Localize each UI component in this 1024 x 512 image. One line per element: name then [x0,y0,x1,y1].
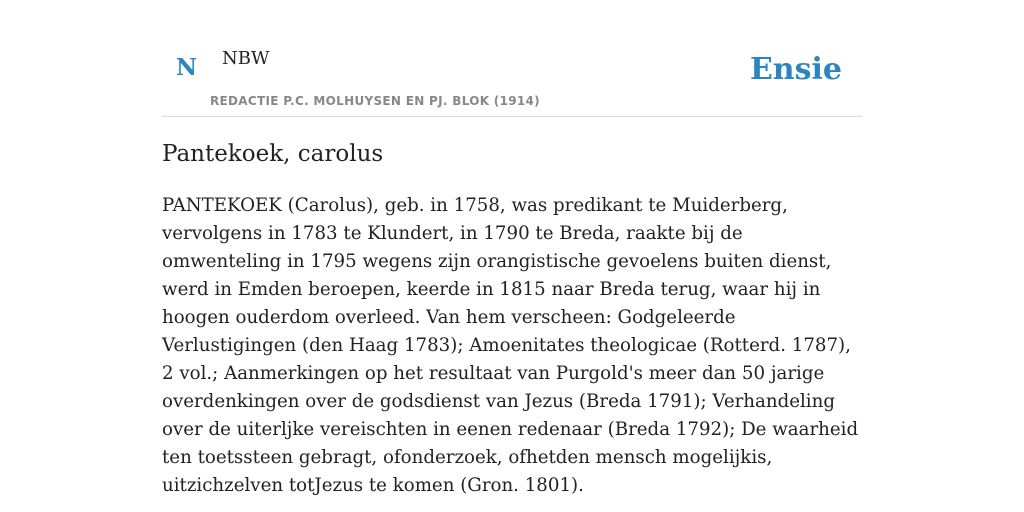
article-body: PANTEKOEK (Carolus), geb. in 1758, was predikant te Muiderberg, vervolgens in 1783 te Klundert, in 1790 te Breda, raakte bij de omwenteling in 1795 wegens zijn orangistische gevoelens buiten dienst, werd in Emden beroepen, keerde in 1815 naar Breda terug, waar hij in hoogen ouderdom overleed. Van hem verscheen: Godgeleerde Verlustigingen (den Haag 1783); Amoenitates theologicae (Rotterd. 1787), 2 vol.; Aanmerkingen op het resultaat van Purgold's meer dan 50 jarige overdenkingen over de godsdienst van Jezus (Breda 1791); Verhandeling over de uiterljke vereischten in eenen redenaar (Breda 1792); De waarheid ten toetssteen gebragt, ofonderzoek, ofhetden mensch mogelijkis, uitzichzelven totJezus te komen (Gron. 1801). [162,195,859,496]
header [162,40,862,117]
source-editors: REDACTIE P.C. MOLHUYSEN EN PJ. BLOK (1914) [210,94,540,108]
article-title: Pantekoek, carolus [162,141,384,167]
source-logo[interactable]: N [176,54,198,81]
brand-logo[interactable]: Ensie [749,52,842,87]
source-name[interactable]: NBW [222,48,270,69]
